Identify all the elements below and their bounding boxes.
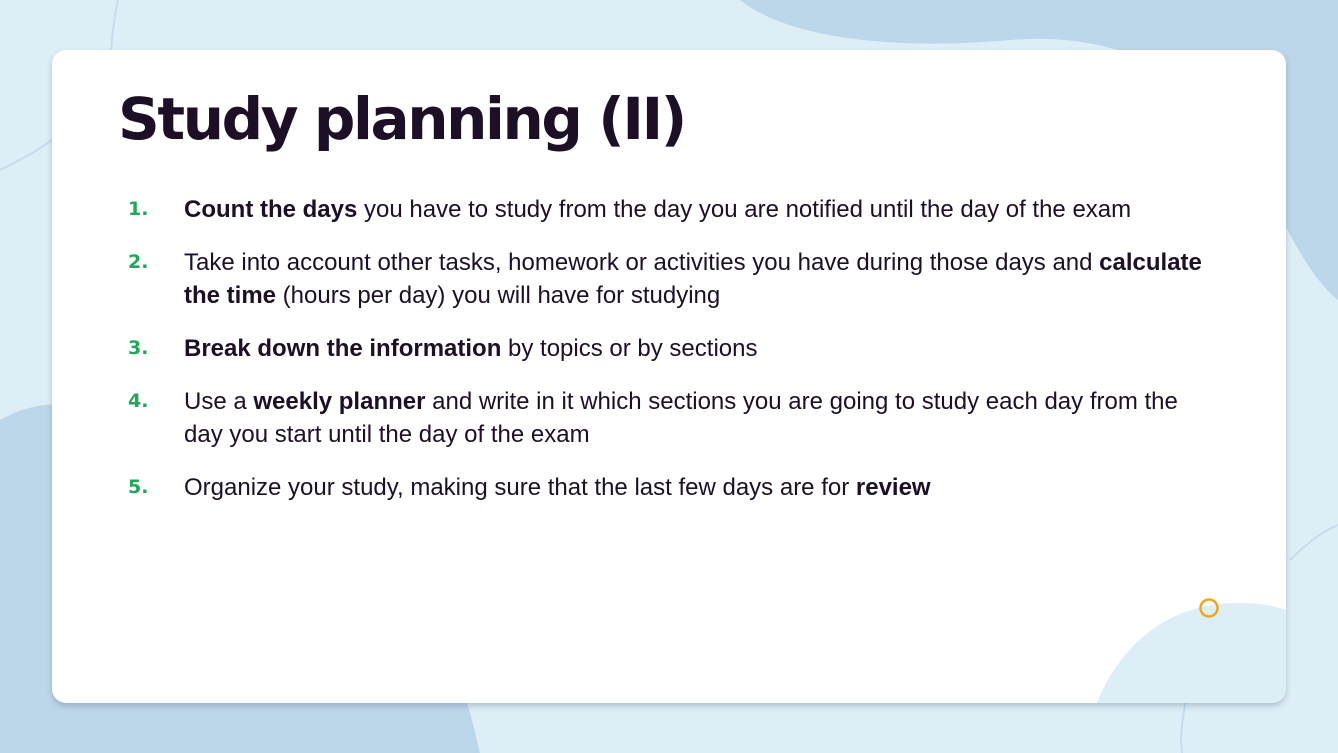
step-text xyxy=(184,332,1218,365)
step-highlight: calculate the time xyxy=(184,249,1202,309)
card-corner-blob xyxy=(1097,603,1286,703)
step-item-2 xyxy=(128,246,1218,312)
step-item-5 xyxy=(128,471,1218,504)
step-text xyxy=(184,471,1218,504)
step-text xyxy=(184,193,1218,226)
step-highlight: review xyxy=(855,474,931,501)
step-item-4 xyxy=(128,385,1218,451)
step-number: 1. xyxy=(128,198,149,220)
step-number: 5. xyxy=(128,476,149,498)
step-highlight: Count the days xyxy=(184,196,358,223)
step-text xyxy=(184,385,1218,451)
step-highlight: Break down the information xyxy=(184,335,502,362)
bottom-right-line-2 xyxy=(1181,700,1186,753)
slide-card xyxy=(52,50,1286,703)
step-text-segment: (hours per day) you will have for studying xyxy=(276,282,721,309)
ring-icon xyxy=(1201,600,1218,617)
step-text-segment: and write in it which sections you are going to study each day from the day you start until the day of the exam xyxy=(184,388,1178,448)
slide-title: Study planning (II) xyxy=(118,85,685,153)
bottom-right-line xyxy=(1290,525,1338,560)
step-text-segment: Take into account other tasks, homework or activities you have during those days and xyxy=(184,249,1100,276)
step-highlight: weekly planner xyxy=(253,388,426,415)
step-text xyxy=(184,246,1218,312)
steps-list xyxy=(128,193,1218,524)
step-number: 4. xyxy=(128,390,149,412)
step-item-3 xyxy=(128,332,1218,365)
step-text-segment: by topics or by sections xyxy=(501,335,758,362)
step-text-segment: Use a xyxy=(184,388,254,415)
step-text-segment: you have to study from the day you are notified until the day of the exam xyxy=(357,196,1132,223)
step-item-1 xyxy=(128,193,1218,226)
step-text-segment: Organize your study, making sure that the last few days are for xyxy=(184,474,856,501)
step-number: 3. xyxy=(128,337,149,359)
step-number: 2. xyxy=(128,251,149,273)
